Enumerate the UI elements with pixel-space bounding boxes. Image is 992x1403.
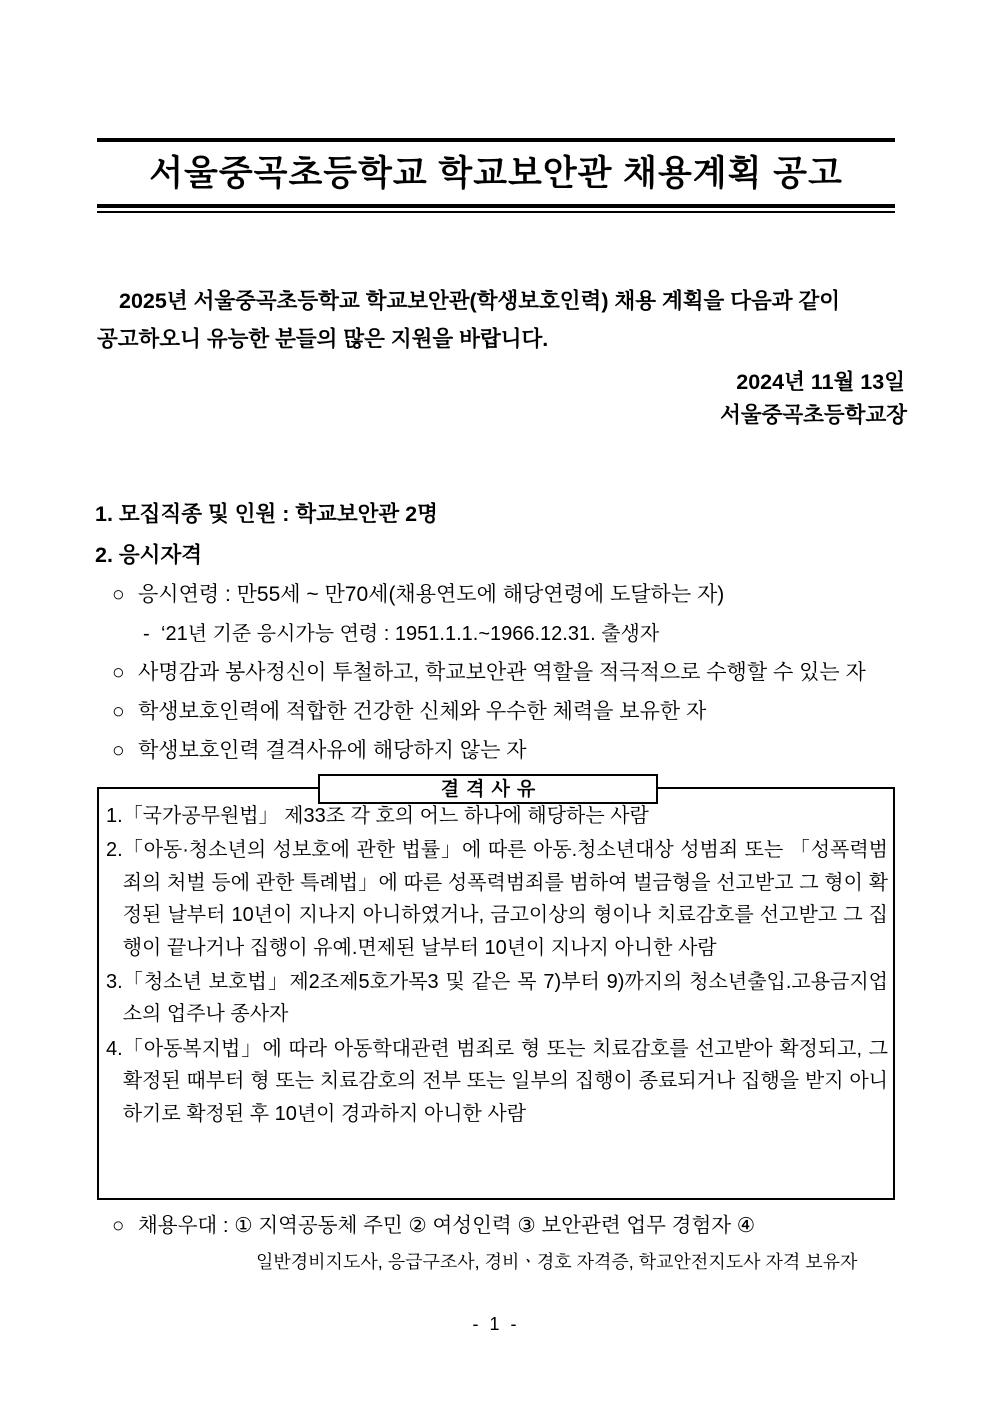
qualification-subbullet-birthrange [143,620,659,648]
disqualification-item-text: 「아동복지법」에 따라 아동학대관련 범죄로 형 또는 치료감호를 선고받아 확정되고, 그 확정된 때부터 형 또는 치료감호의 전부 또는 일부의 집행이 종료되거나 집행을 받지 아니하기로 확정된 후 10년이 경과하지 아니한 사람 [122,1037,888,1125]
disqualification-item-text: 「청소년 보호법」제2조제5호가목3 및 같은 목 7)부터 9)까지의 청소년출입.고용금지업소의 업주나 종사자 [122,970,888,1026]
disqualification-item-text: 「국가공무원법」 제33조 각 호의 어느 하나에 해당하는 사람 [122,805,649,827]
qualification-bullet-mission [112,658,902,687]
section-1-heading: 1. 모집직종 및 인원 : 학교보안관 2명 [95,502,438,526]
disqualification-item [106,966,888,1031]
qualification-bullet-health-label: 학생보호인력에 적합한 건강한 신체와 우수한 체력을 보유한 자 [138,700,707,723]
qualification-bullet-health [112,697,902,726]
bullet-circle-icon: ○ [112,583,125,606]
disqualification-item-text: 「아동·청소년의 성보호에 관한 법률」에 따른 아동.청소년대상 성범죄 또는 「성폭력범죄의 처벌 등에 관한 특례법」에 따른 성폭력범죄를 범하여 벌금형을 선고받고 그 형이 확정된 날부터 10년이 지나지 아니하였거나, 금고이상의 형이나 치료감호를 선고받고 그 집행이 끝나거나 집행이 유예.면제된 날부터 10년이 지나지 아니한 사람 [122,839,888,959]
qualification-bullet-age-label: 응시연령 : 만55세 ~ 만70세(채용연도에 해당연령에 도달하는 자) [138,583,725,606]
disqualification-item [106,834,888,964]
intro-paragraph: 2025년 서울중곡초등학교 학교보안관(학생보호인력) 채용 계획을 다음과 같이 공고하오니 유능한 분들의 많은 지원을 바랍니다. [97,289,841,351]
disqualification-item [106,1033,888,1130]
preference-bullet [112,1212,912,1241]
announcement-date: 2024년 11월 13일 [736,370,905,394]
disqualification-item [106,800,888,832]
page-number-footer: - 1 - [472,1314,520,1334]
disqualification-item-number: 3. [106,970,123,993]
disqualification-item-number: 1. [106,805,123,827]
disqualification-item-number: 2. [106,839,123,862]
qualification-bullet-disqualification [112,736,902,765]
page-title: 서울중곡초등학교 학교보안관 채용계획 공고 [149,154,843,193]
bullet-circle-icon: ○ [112,661,125,684]
bullet-circle-icon: ○ [112,739,125,762]
title-bottom-double-rule [97,204,895,213]
qualification-bullet-mission-label: 사명감과 봉사정신이 투철하고, 학교보안관 역할을 적극적으로 수행할 수 있는 자 [138,661,866,684]
dash-icon: - [143,623,150,645]
qualification-bullet-age [112,580,902,609]
bullet-circle-icon: ○ [112,700,125,723]
disqualification-list [106,800,888,1132]
disqualification-item-number: 4. [106,1037,123,1060]
qualification-bullet-disqualification-label: 학생보호인력 결격사유에 해당하지 않는 자 [138,739,527,762]
preference-line-1: 채용우대 : ① 지역공동체 주민 ② 여성인력 ③ 보안관련 업무 경험자 ④ [138,1214,756,1237]
qualification-subbullet-label: ‘21년 기준 응시가능 연령 : 1951.1.1.~1966.12.31. 출생자 [161,623,660,645]
announcement-signer: 서울중곡초등학교장 [720,403,907,427]
preference-line-2: 일반경비지도사, 응급구조사, 경비ㆍ경호 자격증, 학교안전지도사 자격 보유자 [256,1252,858,1272]
bullet-circle-icon: ○ [112,1214,125,1237]
title-block [97,138,895,213]
disqualification-box-legend: 결격사유 [318,774,658,804]
section-2-heading: 2. 응시자격 [95,543,202,567]
